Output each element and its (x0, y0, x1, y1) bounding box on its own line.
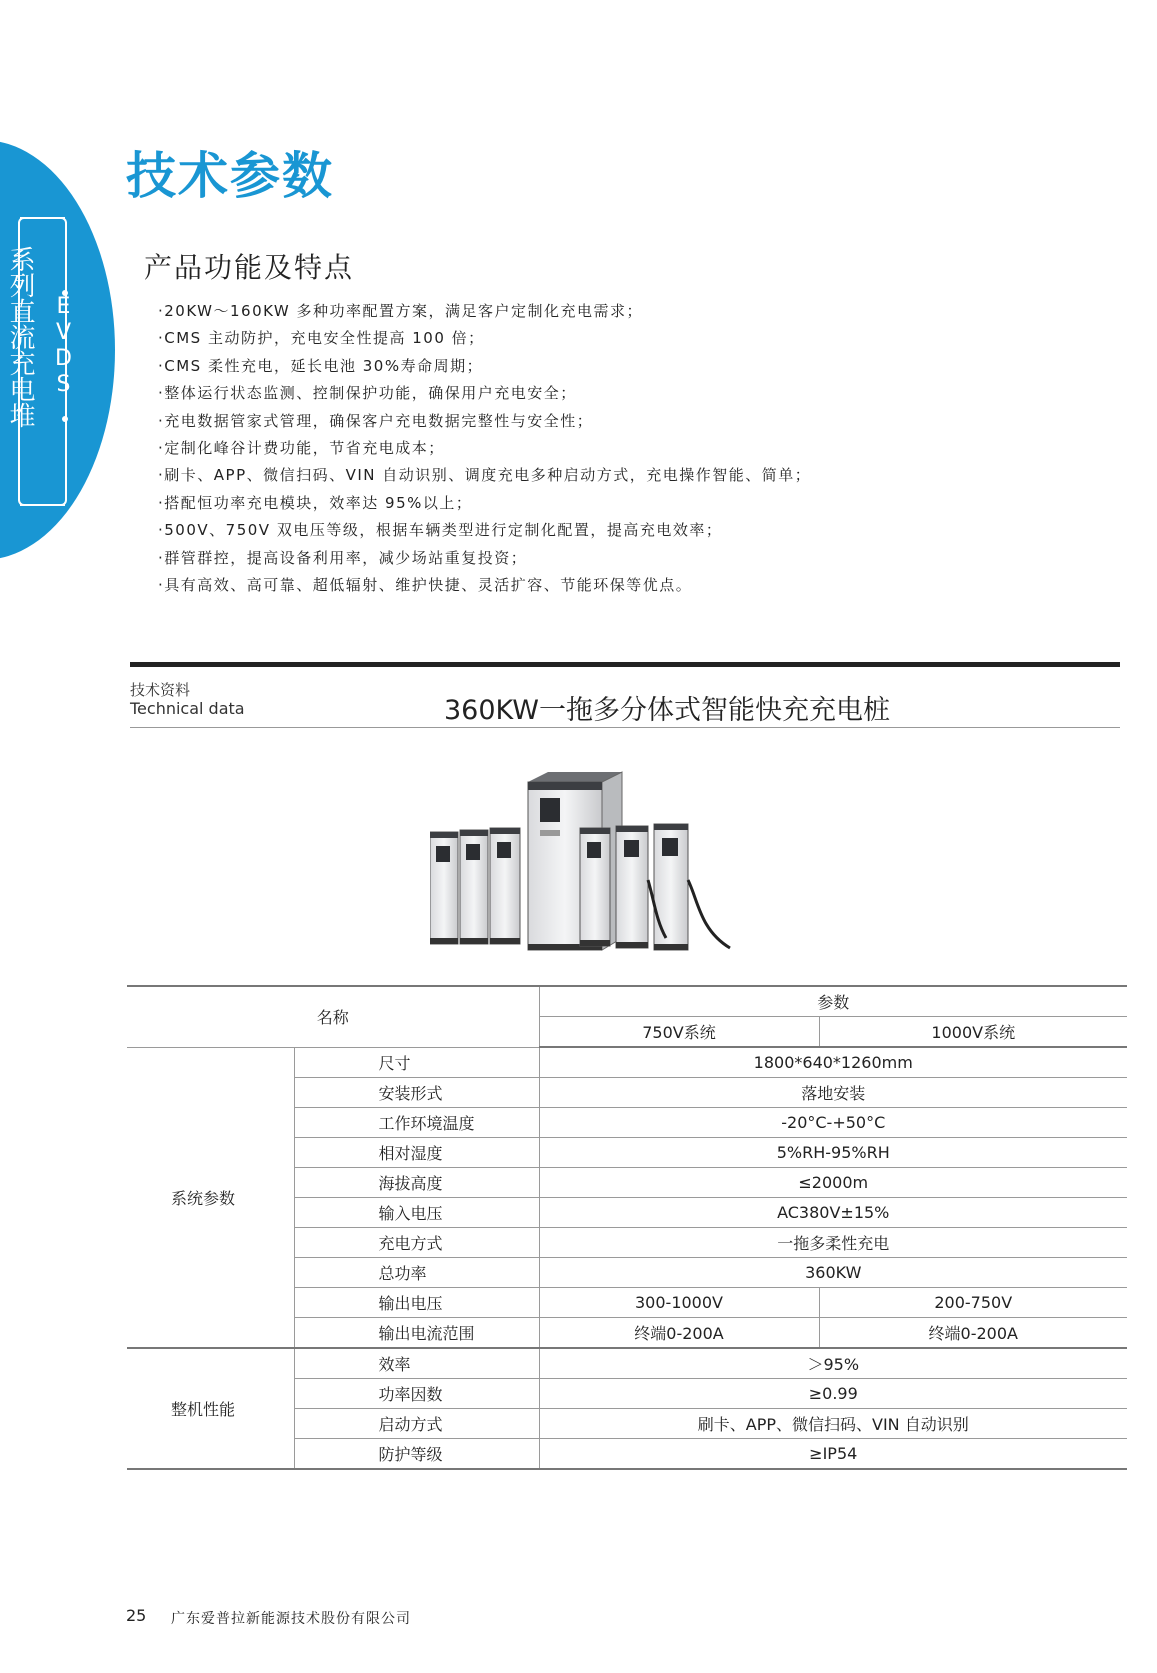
feature-item: ·具有高效、高可靠、超低辐射、维护快捷、灵活扩容、节能环保等优点。 (158, 575, 693, 594)
row-name-power-factor: 功率因数 (294, 1379, 539, 1409)
row-value-out-current-1000: 终端0-200A (819, 1318, 1127, 1349)
feature-item: ·整体运行状态监测、控制保护功能，确保用户充电安全； (158, 384, 577, 403)
row-name-temp: 工作环境温度 (294, 1108, 539, 1138)
group-machine-performance: 整机性能 (127, 1348, 294, 1469)
page-number: 25 (126, 1606, 147, 1625)
sidebar-series-en: EVDS (51, 294, 76, 398)
row-value-charge-mode: 一拖多柔性充电 (539, 1228, 1127, 1258)
row-name-humidity: 相对湿度 (294, 1138, 539, 1168)
row-name-out-current: 输出电流范围 (294, 1318, 539, 1349)
row-name-install: 安装形式 (294, 1078, 539, 1108)
header-params: 参数 (539, 986, 1127, 1017)
sidebar-dot-bottom (62, 416, 68, 422)
row-value-out-voltage-1000: 200-750V (819, 1288, 1127, 1318)
row-value-power-factor: ≥0.99 (539, 1379, 1127, 1409)
group-system-params: 系统参数 (127, 1047, 294, 1348)
sidebar-series-cn: 系列直流充电堆 (5, 246, 35, 428)
row-name-out-voltage: 输出电压 (294, 1288, 539, 1318)
feature-item: ·群管群控，提高设备利用率，减少场站重复投资； (158, 548, 528, 567)
row-name-efficiency: 效率 (294, 1348, 539, 1379)
row-name-power: 总功率 (294, 1258, 539, 1288)
product-title: 360KW一拖多分体式智能快充充电桩 (444, 695, 890, 726)
feature-item: ·刷卡、APP、微信扫码、VIN 自动识别、调度充电多种启动方式，充电操作智能、简单； (158, 466, 812, 485)
row-name-input: 输入电压 (294, 1198, 539, 1228)
feature-item: ·CMS 主动防护，充电安全性提高 100 倍； (158, 329, 485, 348)
parameter-table (127, 985, 1127, 1470)
row-value-protection: ≥IP54 (539, 1439, 1127, 1470)
charger-product-image (430, 770, 760, 965)
row-value-out-current-750: 终端0-200A (539, 1318, 819, 1349)
feature-item: ·20KW～160KW 多种功率配置方案，满足客户定制化充电需求； (158, 302, 644, 320)
feature-item: ·搭配恒功率充电模块，效率达 95%以上； (158, 493, 473, 512)
row-value-power: 360KW (539, 1258, 1127, 1288)
row-name-start-mode: 启动方式 (294, 1409, 539, 1439)
row-name-size: 尺寸 (294, 1047, 539, 1078)
row-value-efficiency: ＞95% (539, 1348, 1127, 1379)
page-title: 技术参数 (126, 147, 334, 205)
row-value-size: 1800*640*1260mm (539, 1047, 1127, 1078)
header-1000v: 1000V系统 (819, 1017, 1127, 1048)
row-value-install: 落地安装 (539, 1078, 1127, 1108)
section-divider (130, 662, 1120, 667)
row-value-humidity: 5%RH-95%RH (539, 1138, 1127, 1168)
tech-label-cn: 技术资料 (130, 681, 191, 699)
header-750v: 750V系统 (539, 1017, 819, 1048)
company-name: 广东爱普拉新能源技术股份有限公司 (171, 1611, 411, 1627)
feature-list (158, 298, 811, 599)
tech-label-en: Technical data (130, 699, 245, 718)
row-value-altitude: ≤2000m (539, 1168, 1127, 1198)
header-name: 名称 (127, 986, 539, 1047)
row-value-temp: -20°C-+50°C (539, 1108, 1127, 1138)
feature-item: ·定制化峰谷计费功能，节省充电成本； (158, 438, 445, 457)
feature-item: ·500V、750V 双电压等级，根据车辆类型进行定制化配置，提高充电效率； (158, 521, 723, 540)
title-underline (130, 727, 1120, 728)
row-name-protection: 防护等级 (294, 1439, 539, 1470)
feature-item: ·充电数据管家式管理，确保客户充电数据完整性与安全性； (158, 411, 594, 430)
row-name-altitude: 海拔高度 (294, 1168, 539, 1198)
row-value-start-mode: 刷卡、APP、微信扫码、VIN 自动识别 (539, 1409, 1127, 1439)
section-subtitle: 产品功能及特点 (144, 251, 355, 284)
row-value-input: AC380V±15% (539, 1198, 1127, 1228)
charging-terminals-left (430, 828, 520, 944)
feature-item: ·CMS 柔性充电，延长电池 30%寿命周期； (158, 356, 484, 375)
row-value-out-voltage-750: 300-1000V (539, 1288, 819, 1318)
row-name-charge-mode: 充电方式 (294, 1228, 539, 1258)
charging-terminals-right (580, 824, 730, 950)
